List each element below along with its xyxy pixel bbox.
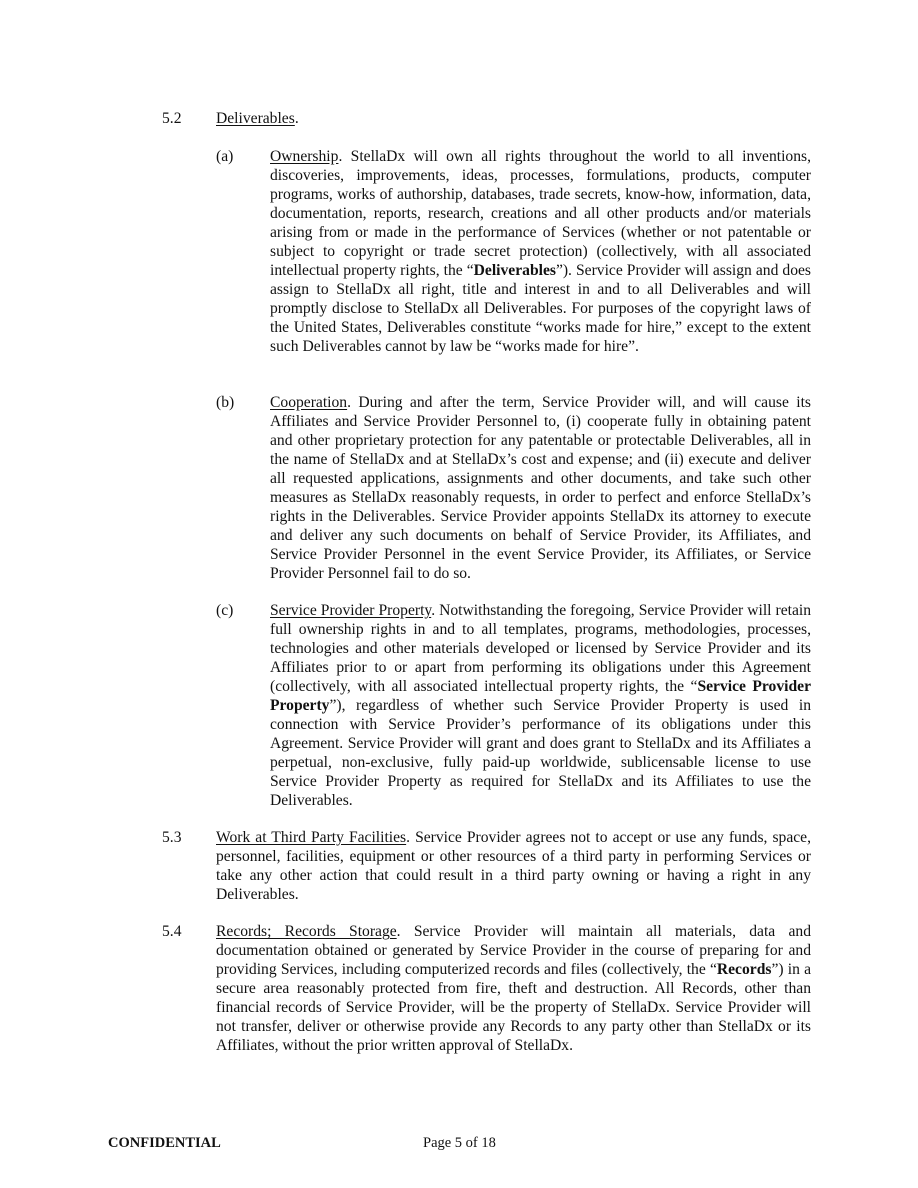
section-title-period: . [294,110,299,127]
heading-cooperation: Cooperation [270,394,348,411]
ownership-text-1: . StellaDx will own all rights throughout the world to all inventions, discoveries, improvements, ideas, processes, formulations, products, computer programs, works of authorship, databases, trade secrets, know-how, information, data, documentation, reports, research, creations and all other products and/or materials arising from or made in the performance of Services (whether or not patentable or subject to copyright or trade secret protection) (collectively, with all associated intellectual property rights, the “ [270,148,811,279]
paragraph-third-party-facilities [216,828,811,904]
section-title-deliverables: Deliverables [216,110,295,127]
property-text-1: . Notwithstanding the foregoing, Service Provider will retain full ownership rights in and to all templates, programs, methodologies, processes, technologies and other materials developed or licensed by Service Provider and its Affiliates prior to or apart from performing its obligations under this Agreement (collectively, with all associated intellectual property rights, the “ [270,602,811,695]
section-number-5-4: 5.4 [162,923,182,940]
heading-work-at-third-party-facilities: Work at Third Party Facilities [216,829,407,846]
paragraph-ownership [270,147,811,356]
third-party-text: . Service Provider agrees not to accept or use any funds, space, personnel, facilities, equipment or other resources of a third party in performing Services or take any other action that could result in a third party owning or having a right in any Deliverables. [216,829,811,903]
paragraph-records-storage [216,922,811,1055]
footer-confidential: CONFIDENTIAL [108,1135,221,1151]
footer-page-number: Page 5 of 18 [423,1135,496,1151]
paragraph-service-provider-property [270,601,811,810]
property-text-2: ”), regardless of whether such Service Provider Property is used in connection with Service Provider’s performance of its obligations under this Agreement. Service Provider will grant and does grant to StellaDx and its Affiliates a perpetual, non-exclusive, fully paid-up worldwide, sublicensable license to use Service Provider Property as required for StellaDx and its Affiliates to use the Deliverables. [270,697,811,809]
paragraph-cooperation [270,393,811,583]
heading-ownership: Ownership [270,148,339,165]
section-number-5-2: 5.2 [162,110,182,127]
records-text-1: . Service Provider will maintain all materials, data and documentation obtained or generated by Service Provider in the course of preparing for and providing Services, including computerized records and files (collectively, the “ [216,923,811,978]
ownership-text-2: ”). Service Provider will assign and does assign to StellaDx all right, title and interest in and to all Deliverables and will promptly disclose to StellaDx all Deliverables. For purposes of the copyright laws of the United States, Deliverables constitute “works made for hire,” except to the extent such Deliverables cannot by law be “works made for hire”. [270,262,811,355]
subsection-label-a: (a) [216,148,234,165]
section-number-5-3: 5.3 [162,829,182,846]
heading-service-provider-property: Service Provider Property [270,602,432,619]
defined-term-deliverables: Deliverables [473,262,556,279]
heading-records-storage: Records; Records Storage [216,923,397,940]
records-text-2: ”) in a secure area reasonably protected from fire, theft and destruction. All Records, other than financial records of Service Provider, will be the property of StellaDx. Service Provider will not transfer, deliver or otherwise provide any Records to any party other than StellaDx or its Affiliates, without the prior written approval of StellaDx. [216,961,811,1054]
defined-term-records: Records [716,961,772,978]
cooperation-text: . During and after the term, Service Provider will, and will cause its Affiliates and Service Provider Personnel to, (i) cooperate fully in obtaining patent and other proprietary protection for any patentable or protectable Deliverables, all in the name of StellaDx and at StellaDx’s cost and expense; and (ii) execute and deliver all requested applications, assignments and other documents, and take such other measures as StellaDx reasonably requests, in order to perfect and enforce StellaDx’s rights in the Deliverables. Service Provider appoints StellaDx its attorney to execute and deliver any such documents on behalf of Service Provider, its Affiliates, and Service Provider Personnel in the event Service Provider, its Affiliates, or Service Provider Personnel fail to do so. [270,394,811,582]
section-heading-5-2 [216,109,299,128]
subsection-label-b: (b) [216,394,235,411]
subsection-label-c: (c) [216,602,234,619]
defined-term-service-provider-property: Service Provider Property [270,678,811,714]
